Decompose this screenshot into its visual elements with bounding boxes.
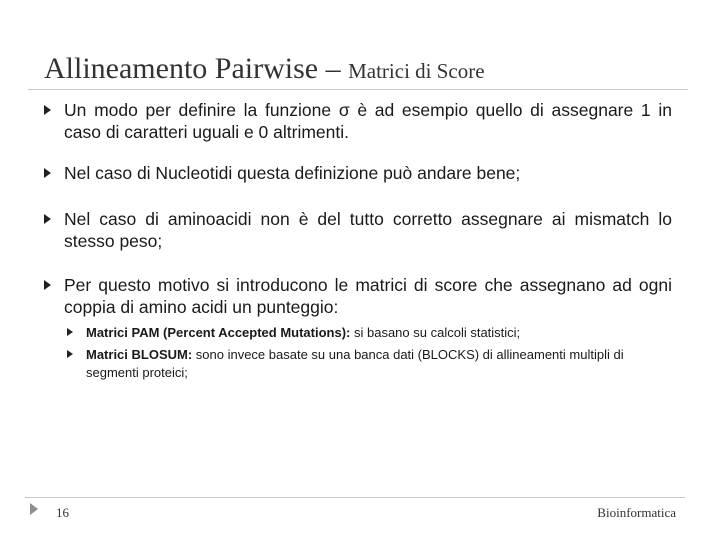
slide-content xyxy=(44,99,672,386)
bullet-item xyxy=(44,274,672,318)
title-divider xyxy=(44,89,688,90)
title-separator: – xyxy=(318,52,349,85)
footer-label: Bioinformatica xyxy=(597,505,676,520)
bullet-item xyxy=(44,99,672,143)
footer-triangle-icon xyxy=(30,503,38,515)
sub-bullet-text: sono invece basate su una banca dati (BLOCKS) di allineamenti multipli di segmenti proteici; xyxy=(86,347,624,380)
title-main: Allineamento Pairwise xyxy=(44,52,319,85)
bullet-text: Un modo per definire la funzione σ è ad esempio quello di assegnare 1 in caso di caratteri uguali e 0 altrimenti. xyxy=(64,100,672,142)
bullet-text: Nel caso di Nucleotidi questa definizione può andare bene; xyxy=(64,163,521,183)
sub-bullet-label: Matrici BLOSUM: xyxy=(86,347,193,362)
slide-title xyxy=(44,52,485,86)
sub-bullet-item xyxy=(67,324,672,342)
sub-bullet-label: Matrici PAM (Percent Accepted Mutations): xyxy=(86,325,351,340)
title-subtitle: Matrici di Score xyxy=(348,59,485,83)
bullet-triangle-icon xyxy=(44,105,51,115)
sub-bullet-triangle-icon xyxy=(67,350,73,358)
bullet-item xyxy=(44,162,672,184)
sub-bullet-list xyxy=(44,324,672,382)
sub-bullet-item xyxy=(67,346,672,382)
bullet-triangle-icon xyxy=(44,280,51,290)
bullet-text: Per questo motivo si introducono le matrici di score che assegnano ad ogni coppia di amino acidi un punteggio: xyxy=(64,275,672,317)
bullet-text: Nel caso di aminoacidi non è del tutto corretto assegnare ai mismatch lo stesso peso; xyxy=(64,209,672,251)
page-number: 16 xyxy=(56,505,69,520)
bullet-triangle-icon xyxy=(44,168,51,178)
bullet-triangle-icon xyxy=(44,214,51,224)
sub-bullet-text: si basano su calcoli statistici; xyxy=(350,325,521,340)
sub-bullet-triangle-icon xyxy=(67,328,73,336)
bullet-item xyxy=(44,208,672,252)
footer-divider xyxy=(25,497,685,498)
